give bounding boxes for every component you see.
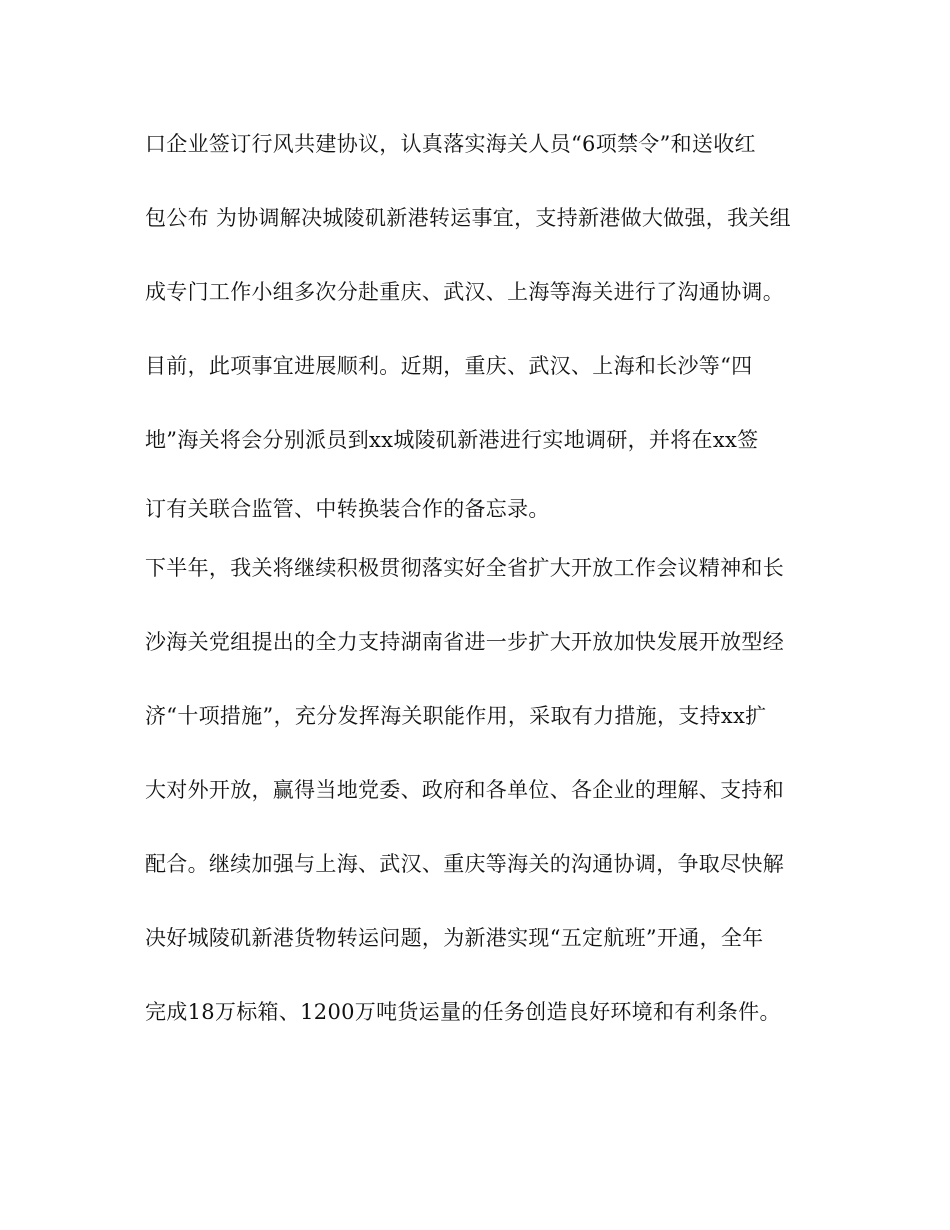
body-text-line: 济“十项措施”，充分发挥海关职能作用，采取有力措施，支持xx扩 [145,704,767,728]
body-text-line: 决好城陵矶新港货物转运问题，为新港实现“五定航班”开通，全年 [145,926,764,950]
body-text-line: 完成18万标箱、1200万吨货运量的任务创造良好环境和有利条件。 [145,1000,781,1024]
body-text-line: 大对外开放，赢得当地党委、政府和各单位、各企业的理解、支持和 [145,778,784,802]
body-text-line: 配合。继续加强与上海、武汉、重庆等海关的沟通协调，争取尽快解 [145,852,784,876]
body-text-line: 包公布 为协调解决城陵矶新港转运事宜，支持新港做大做强，我关组 [145,206,791,230]
body-text-line: 订有关联合监管、中转换装合作的备忘录。 [145,497,550,521]
body-text-line: 口企业签订行风共建协议，认真落实海关人员“6项禁令”和送收红 [145,132,756,156]
body-text-line: 沙海关党组提出的全力支持湖南省进一步扩大开放加快发展开放型经 [145,630,784,654]
body-text-line: 下半年，我关将继续积极贯彻落实好全省扩大开放工作会议精神和长 [145,556,784,580]
body-text-line: 地”海关将会分别派员到xx城陵矶新港进行实地调研，并将在xx签 [145,428,759,452]
body-text-line: 目前，此项事宜进展顺利。近期，重庆、武汉、上海和长沙等“四 [145,354,753,378]
body-text-line: 成专门工作小组多次分赴重庆、武汉、上海等海关进行了沟通协调。 [145,280,784,304]
